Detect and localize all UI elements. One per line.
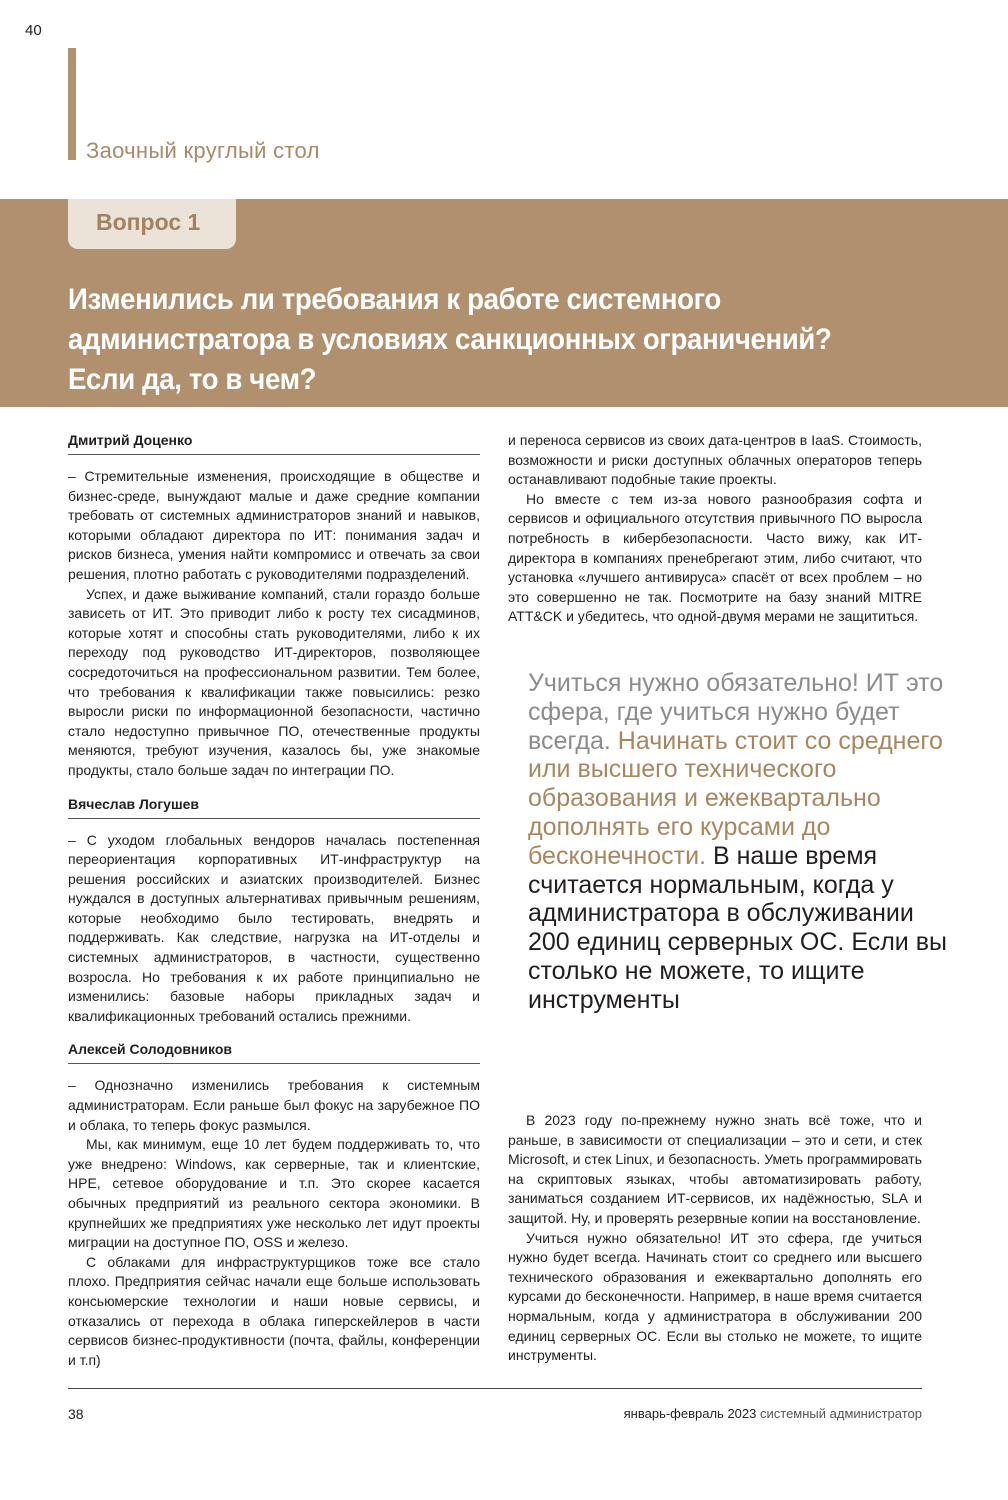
pdf-page-number: 40 [25, 22, 42, 39]
pull-quote [528, 669, 948, 1015]
question-tab-label: Вопрос 1 [96, 209, 201, 235]
question-title: Изменились ли требования к работе системного администратора в условиях санкционных ограничений? Если да, то в чем? [68, 283, 832, 396]
answer-paragraph: Учиться нужно обязательно! ИТ это сфера, где учиться нужно будет всегда. Начинать стоит со среднего или высшего технического образования и ежеквартально дополнять его курсами до бесконечности. Например, в наше время считается нормальным, когда у администратора в обслуживании 200 единиц серверных ОС. Если вы столько не можете, то ищите инструменты. [508, 1229, 922, 1364]
answer-paragraph: – Однозначно изменились требования к системным администраторам. Если раньше был фокус на зарубежное ПО и облака, то теперь фокус размылся. [68, 1077, 480, 1133]
footer-issue [624, 1406, 922, 1421]
answer-block [68, 431, 480, 781]
pull-quote-tan: Начинать стоит со среднего или высшего технического образования и ежеквартально дополнять его курсами до бесконечности. [528, 726, 943, 870]
footer-magazine: системный администратор [760, 1406, 922, 1421]
answer-block [68, 1040, 480, 1370]
left-column [68, 431, 480, 1370]
answer-paragraph: и переноса сервисов из своих дата-центров в IaaS. Стоимость, возможности и риски доступных облачных операторов теперь останавливают подобные такие проекты. [508, 432, 922, 488]
answer-paragraph: – Стремительные изменения, происходящие в обществе и бизнес-среде, вынуждают малые и даже средние компании требовать от системных администраторов знаний и навыков, которыми обладают директора по ИТ: понимания задач и рисков бизнеса, умения найти компромисс и отвечать за свои решения, плотно работать с руководителями подразделений. [68, 468, 480, 582]
footer-page-number: 38 [68, 1406, 84, 1422]
author-name: Дмитрий Доценко [68, 431, 480, 455]
footer-issue-date: январь-февраль 2023 [623, 1406, 757, 1421]
pull-quote-dark: В наше время считается нормальным, когда у администратора в обслуживании 200 единиц серверных ОС. Если вы столько не можете, то ищите инструменты [528, 841, 947, 1014]
right-column-bottom [508, 1111, 922, 1366]
section-accent-bar [68, 48, 76, 160]
answer-paragraph: Но вместе с тем из-за нового разнообразия софта и сервисов и официального отсутствия привычного ПО выросла потребность в кибербезопасности. Часто вижу, как ИТ-директора в компаниях пренебрегают этим, либо считают, что установка «лучшего антивируса» спасёт от всех проблем – но это совершенно не так. Посмотрите на базу знаний MITRE ATT&CK и убедитесь, что одной-двумя мерами не защититься. [508, 490, 922, 625]
answer-paragraph: С облаками для инфраструктурщиков тоже все стало плохо. Предприятия сейчас начали еще больше использовать консьюмерские технологии и наши новые сервисы, и отказались от перехода в облака гиперскейлеров в части сервисов бизнес-продуктивности (почта, файлы, конференции и т.п) [68, 1253, 480, 1368]
answer-paragraph: Успех, и даже выживание компаний, стали гораздо больше зависеть от ИТ. Это приводит либо к росту тех сисадминов, которые хотят и способны стать руководителями, либо к их переходу под руководство ИТ-директоров, позволяющее сосредоточиться на профессиональном развитии. Тем более, что требования к квалификации также повысились: резко выросли риски по информационной безопасности, частично стало недоступно привычное ПО, отечественные продукты меняются, требуют изучения, казалось бы, уже знакомые продукты, стало больше задач по интеграции ПО. [68, 585, 480, 778]
answer-block [68, 795, 480, 1027]
footer-divider [68, 1388, 922, 1389]
section-label: Заочный круглый стол [86, 138, 320, 163]
answer-paragraph: – С уходом глобальных вендоров началась постепенная переориентация корпоративных ИТ-инфраструктур на решения российских и азиатских производителей. Бизнес нуждался в доступных альтернативах привычным решениям, которые необходимо было тестировать, внедрять и поддерживать. Как следствие, нагрузка на ИТ-отделы и системных администраторов, в частности, существенно возросла. Но требования к их работе принципиально не изменились: базовые наборы прикладных задач и квалификационных требований остались прежними. [68, 831, 480, 1024]
author-name: Вячеслав Логушев [68, 795, 480, 819]
author-name: Алексей Солодовников [68, 1040, 480, 1064]
right-column-top [508, 431, 922, 627]
answer-paragraph: В 2023 году по-прежнему нужно знать всё тоже, что и раньше, в зависимости от специализации – это и сети, и стек Microsoft, и стек Linux, и безопасность. Уметь программировать на скриптовых языках, чтобы автоматизировать работу, заниматься созданием ИТ-сервисов, их надёжностью, SLA и защитой. Ну, и проверять резервные копии на восстановление. [508, 1112, 922, 1226]
answer-paragraph: Мы, как минимум, еще 10 лет будем поддерживать то, что уже внедрено: Windows, как серверные, так и клиентские, HPE, сетевое оборудование и т.п. Это скорее касается обычных предприятий из реального сектора экономики. В крупнейших же предприятиях уже несколько лет идут проекты миграции на доступное ПО, OSS и железо. [68, 1136, 480, 1251]
pull-quote-grey: Учиться нужно обязательно! ИТ это сфера, где учиться нужно будет всегда. [528, 669, 944, 755]
